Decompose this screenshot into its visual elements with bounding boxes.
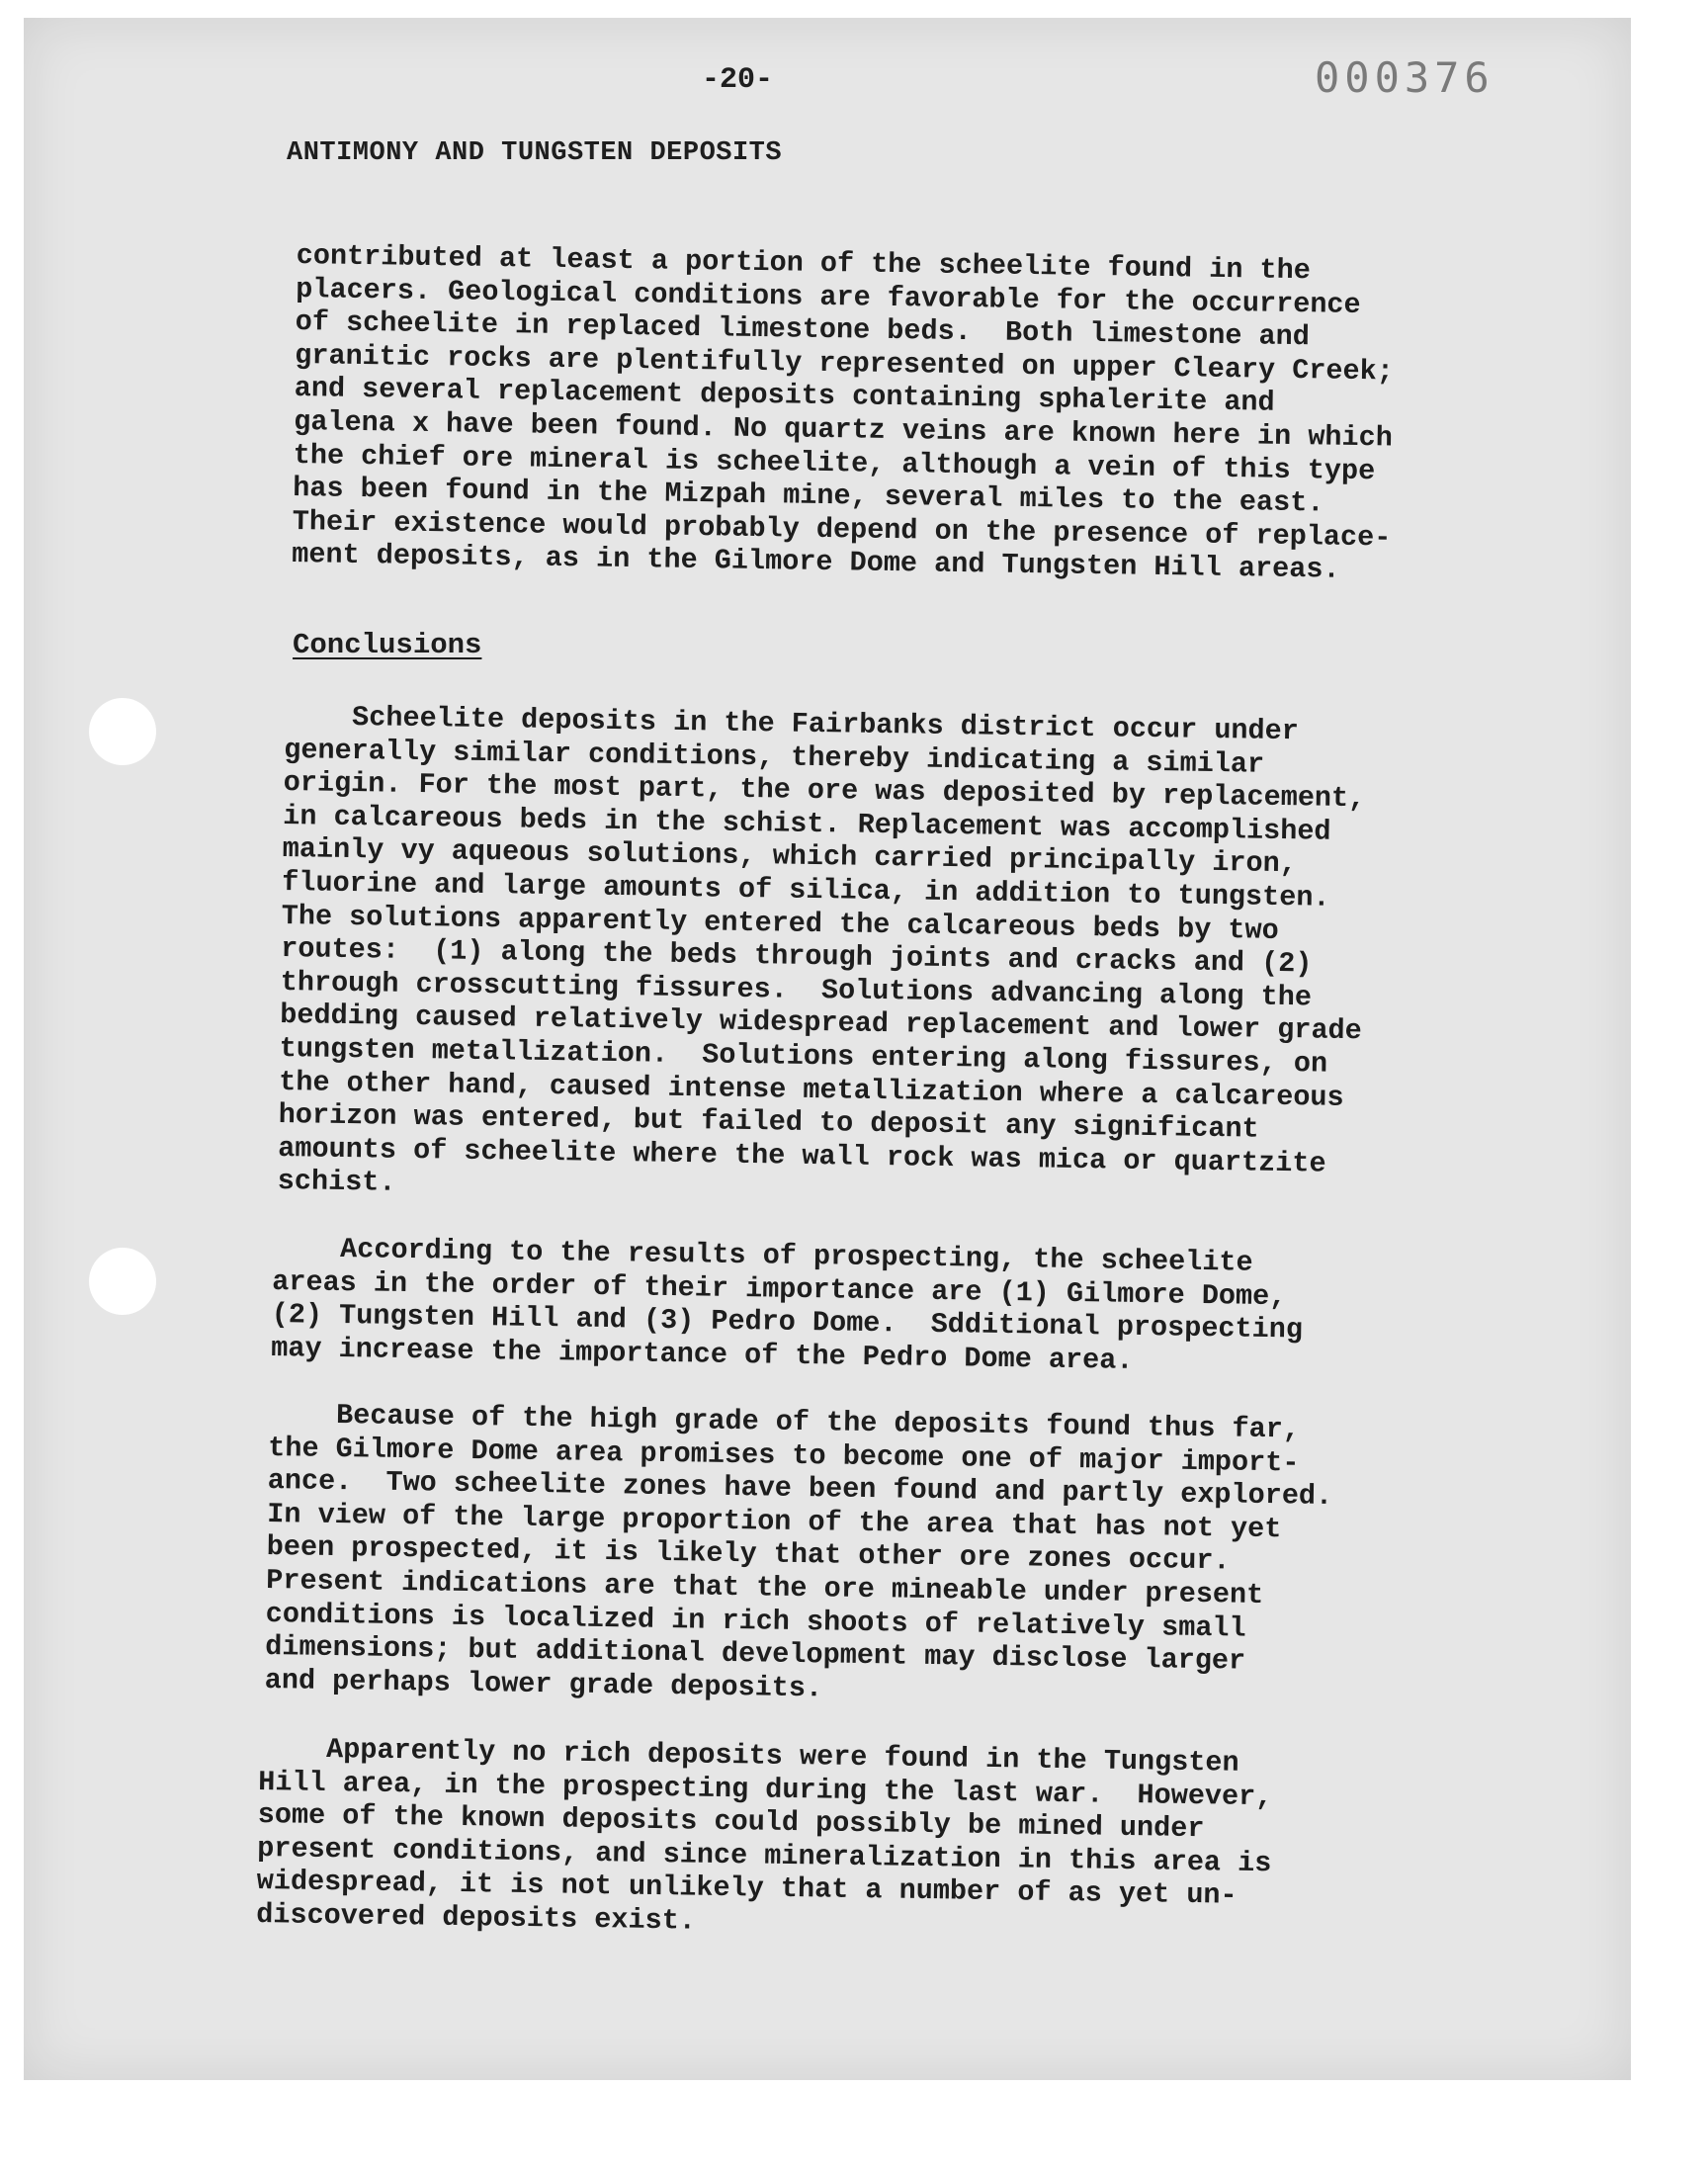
paragraph: Scheelite deposits in the Fairbanks district occur under generally similar conditions, thereby indicating a similar origin. For the most part, the ore was deposited by replacement, in calcareous beds in the schist. Replacement was accomplished mainly vy aqueous solutions, which carried principally iron, fluorine and large amounts of silica, in addition to tungsten. The solutions apparently entered the calcareous beds by two routes: (1) along the beds through joints and cracks and (2) through crosscutting fissures. Solutions advancing along the bedding caused relatively widespread replacement and lower grade tungsten metallization. Solutions entering along fissures, on the other hand, caused intense metallization where a calcareous horizon was entered, but failed to deposit any significant amounts of scheelite where the wall rock was mica or quartzite schist. <box>277 700 1366 1200</box>
paragraph: Because of the high grade of the deposits found thus far, the Gilmore Dome area promises to become one of major import- ance. Two scheelite zones have been found and partly explored. In view of the large proportion of the area that has not yet been prospected, it is likely that other ore zones occur. Present indications are that the ore mineable under present conditions is localized in rich shoots of relatively small dimensions; but additional development may disclose larger and perhaps lower grade deposits. <box>264 1398 1333 1705</box>
running-head: ANTIMONY AND TUNGSTEN DEPOSITS <box>287 138 783 168</box>
punch-hole <box>89 1248 156 1315</box>
paragraph: According to the results of prospecting, the scheelite areas in the order of their importance are (1) Gilmore Dome, (2) Tungsten Hill and (3) Pedro Dome. Sdditional prospecting may increase the importance of the Pedro Dome area. <box>271 1232 1304 1377</box>
section-heading: Conclusions <box>293 629 482 661</box>
paragraph: Apparently no rich deposits were found in the Tungsten Hill area, in the prospecting during the last war. However, some of the known deposits could possibly be mined under present conditions, and since mineralization in this area is widespread, it is not unlikely that a number of as yet un- discovered deposits exist. <box>256 1732 1273 1938</box>
paragraph-continued: contributed at least a portion of the scheelite found in the placers. Geological conditions are favorable for the occurrence of scheelite in replaced limestone beds. Both limestone and granitic rocks are plentifully represented on upper Cleary Creek; and several replacement deposits containing sphalerite and galena x have been found. No quartz veins are known here in which the chief ore mineral is scheelite, although a vein of this type has been found in the Mizpah mine, several miles to the east. Their existence would probably depend on the presence of replace- ment deposits, as in the Gilmore Dome and Tungsten Hill areas. <box>292 239 1395 587</box>
punch-hole <box>89 698 156 765</box>
page-number: -20- <box>702 63 774 97</box>
document-id-stamp: 000376 <box>1315 53 1494 102</box>
